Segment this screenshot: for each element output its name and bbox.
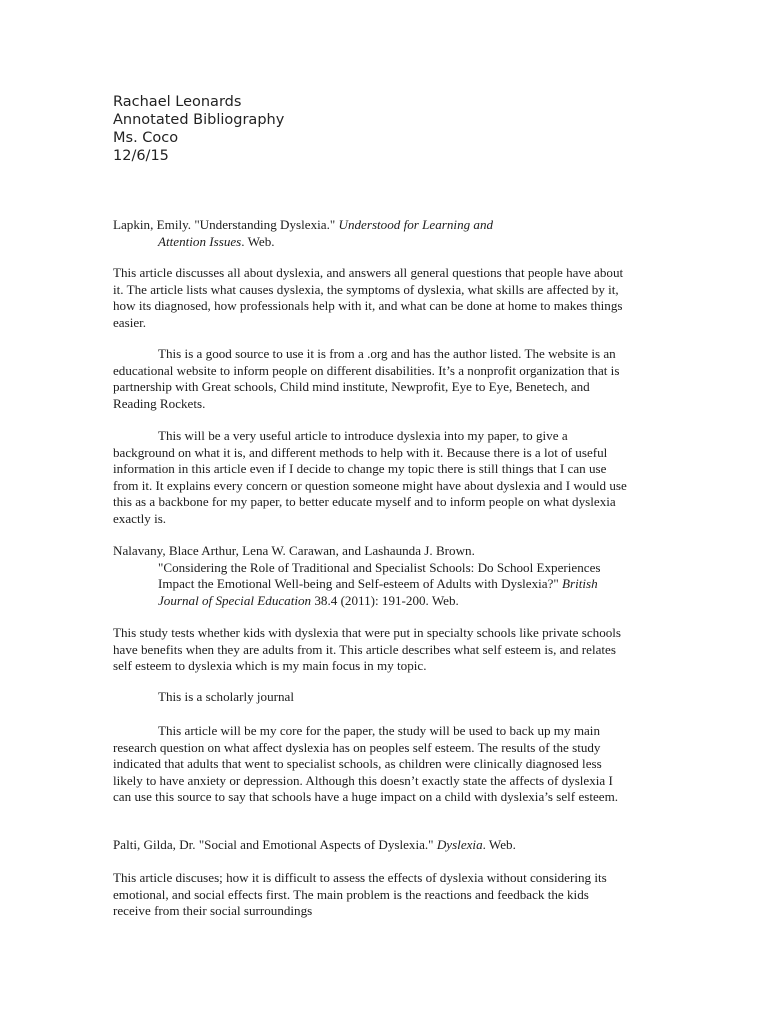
paragraph-line: receive from their social surroundings [113,903,313,919]
summary-paragraph-lapkin [113,265,661,331]
document-title: Annotated Bibliography [113,112,285,128]
paragraph-line: partnership with Great schools, Child mind institute, Newprofit, Eye to Eye, Benetech, and [113,379,590,395]
reflection-paragraph-nalavany [113,723,661,806]
paragraph-line: self esteem to dyslexia which is my main focus in my topic. [113,658,427,674]
citation-source-title: Understood for Learning and [338,217,494,232]
evaluation-paragraph-nalavany [113,689,661,706]
paragraph-line: indicated that adults that went to specialist schools, as children were clinically diagnosed less [113,756,602,772]
paragraph-line: Reading Rockets. [113,395,206,411]
paragraph-line: research question on what affect dyslexia has on peoples self esteem. The results of the study [113,739,601,755]
student-name: Rachael Leonards [113,94,242,110]
paragraph-line: This is a scholarly journal [158,689,295,704]
teacher-name: Ms. Coco [113,130,179,146]
document-date: 12/6/15 [113,148,169,164]
paragraph-line: This is a good source to use it is from a .org and has the author listed. The website is an [158,346,616,361]
citation-text: Lapkin, Emily. "Understanding Dyslexia." [113,217,339,232]
citation-journal-title: Journal of Special Education [158,592,312,608]
paragraph-line: have benefits when they are adults from it. This article describes what self esteem is, and relates [113,641,616,657]
paragraph-line: emotional, and social effects first. The main problem is the reactions and feedback the kids [113,886,589,902]
citation-text: "Considering the Role of Traditional and Specialist Schools: Do School Experiences [158,559,601,575]
citation-text: Palti, Gilda, Dr. "Social and Emotional Aspects of Dyslexia." [113,837,437,852]
paragraph-line: This will be a very useful article to introduce dyslexia into my paper, to give a [158,428,568,443]
citation-text: . Web. [482,837,516,852]
paragraph-line: this as a backbone for my paper, to better educate myself and to inform people on what dyslexia [113,494,616,510]
paragraph-line: background on what it is, and different methods to help with it. Because there is a lot of useful [113,444,608,460]
paragraph-line: it. The article lists what causes dyslexia, the symptoms of dyslexia, what skills are affected by it, [113,281,619,297]
paragraph-line: educational website to inform people on different disabilities. It’s a nonprofit organization that is [113,362,620,378]
citation-lapkin [113,217,661,250]
citation-text: . Web. [241,233,275,249]
document-header [113,93,284,165]
paragraph-line: information in this article even if I decide to change my topic there is still things that I can use [113,461,607,477]
evaluation-paragraph-lapkin [113,346,661,412]
citation-text: Nalavany, Blace Arthur, Lena W. Carawan, and Lashaunda J. Brown. [113,543,475,558]
paragraph-line: This study tests whether kids with dyslexia that were put in specialty schools like private schools [113,625,622,640]
citation-source-title: Attention Issues [158,233,242,249]
paragraph-line: This article discusses all about dyslexia, and answers all general questions that people have about [113,265,624,280]
paragraph-line: This article will be my core for the paper, the study will be used to back up my main [158,723,600,738]
paragraph-line: This article discuses; how it is difficult to assess the effects of dyslexia without considering its [113,870,607,885]
citation-journal-title: British [562,576,598,592]
citation-text: 38.4 (2011): 191-200. Web. [311,592,459,608]
citation-source-title: Dyslexia [436,837,483,852]
paragraph-line: exactly is. [113,510,167,526]
paragraph-line: how its diagnosed, how professionals help with it, and what can be done at home to makes things [113,298,623,314]
citation-nalavany [113,543,661,609]
paragraph-line: from it. It explains every concern or question someone might have about dyslexia and I would use [113,477,627,493]
summary-paragraph-palti [113,870,661,920]
citation-palti [113,837,661,854]
citation-text: Impact the Emotional Well-being and Self-esteem of Adults with Dyslexia?" [158,576,563,592]
paragraph-line: can use this source to say that schools have a huge impact on a child with dyslexia’s self esteem. [113,789,619,805]
summary-paragraph-nalavany [113,625,661,675]
paragraph-line: easier. [113,314,147,330]
reflection-paragraph-lapkin [113,428,661,528]
paragraph-line: likely to have anxiety or depression. Although this doesn’t exactly state the affects of dyslexia I [113,772,613,788]
